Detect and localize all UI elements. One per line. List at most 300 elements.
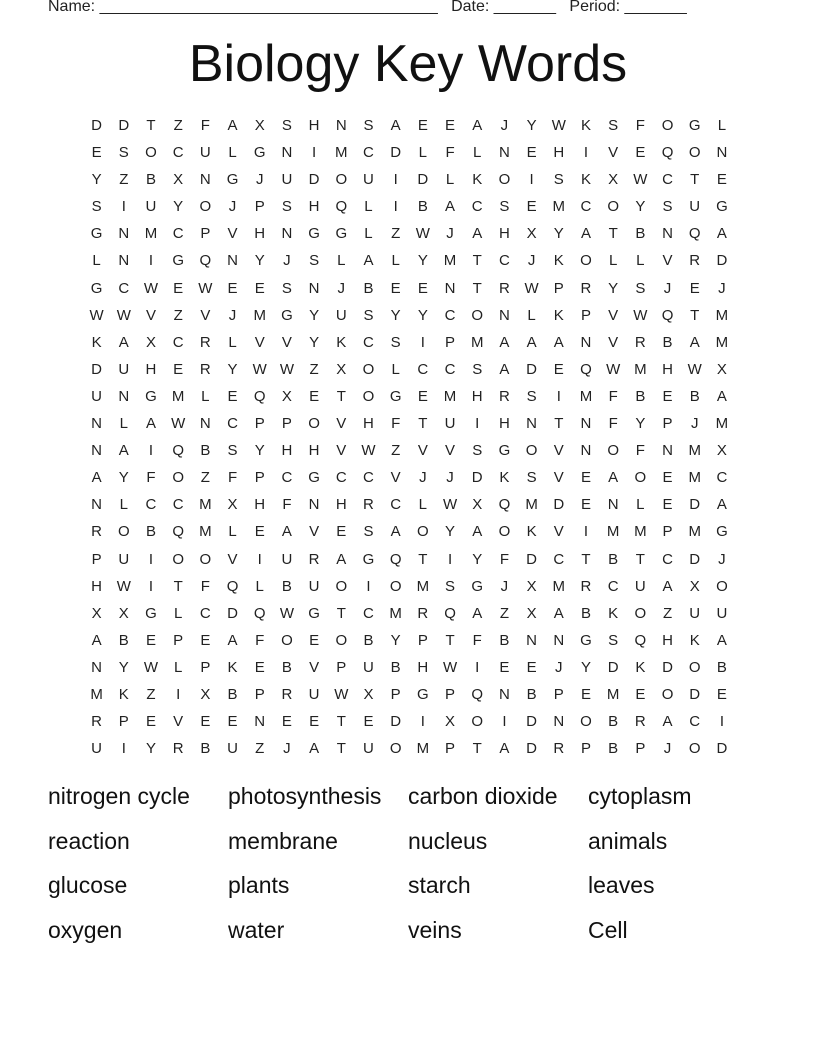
grid-letter[interactable]: Q	[172, 523, 184, 541]
grid-letter[interactable]: M	[634, 523, 647, 541]
grid-letter[interactable]: G	[471, 577, 484, 595]
grid-letter[interactable]: J	[527, 252, 536, 270]
grid-letter[interactable]: M	[688, 523, 701, 541]
grid-letter[interactable]: C	[689, 713, 701, 731]
grid-letter[interactable]: M	[416, 740, 430, 758]
grid-letter[interactable]: R	[553, 740, 565, 758]
grid-letter[interactable]: P	[390, 685, 401, 703]
grid-letter[interactable]: F	[282, 496, 292, 514]
grid-letter[interactable]: U	[689, 198, 701, 216]
grid-letter[interactable]: M	[199, 523, 212, 541]
grid-letter[interactable]: Y	[390, 631, 401, 649]
grid-letter[interactable]: J	[663, 279, 672, 297]
grid-letter[interactable]: X	[526, 604, 537, 622]
grid-letter[interactable]: S	[281, 198, 292, 216]
grid-letter[interactable]: P	[254, 685, 265, 703]
grid-letter[interactable]: A	[472, 604, 483, 622]
grid-letter[interactable]: R	[417, 604, 429, 622]
grid-letter[interactable]: K	[472, 171, 483, 189]
grid-letter[interactable]: A	[662, 713, 673, 731]
grid-letter[interactable]: D	[662, 658, 673, 676]
grid-letter[interactable]: L	[201, 387, 210, 405]
grid-letter[interactable]: O	[580, 252, 592, 270]
grid-letter[interactable]: A	[445, 198, 456, 216]
grid-letter[interactable]: O	[634, 604, 647, 622]
grid-letter[interactable]: W	[89, 306, 104, 324]
grid-letter[interactable]: V	[445, 442, 456, 460]
grid-letter[interactable]: B	[499, 631, 510, 649]
grid-letter[interactable]: W	[551, 117, 566, 134]
grid-letter[interactable]: K	[689, 631, 700, 649]
grid-letter[interactable]: I	[148, 442, 154, 460]
grid-letter[interactable]: P	[336, 658, 347, 676]
grid-letter[interactable]: C	[172, 225, 184, 243]
grid-letter[interactable]: I	[475, 415, 480, 433]
grid-letter[interactable]: U	[91, 740, 103, 758]
grid-letter[interactable]: E	[145, 713, 156, 731]
grid-letter[interactable]: I	[583, 523, 589, 541]
grid-letter[interactable]: R	[199, 333, 211, 351]
grid-letter[interactable]: E	[716, 685, 727, 703]
grid-letter[interactable]: B	[200, 442, 211, 460]
grid-letter[interactable]: S	[526, 469, 537, 487]
grid-letter[interactable]: D	[716, 252, 728, 270]
grid-letter[interactable]: T	[690, 171, 700, 189]
grid-letter[interactable]: O	[172, 469, 184, 487]
grid-letter[interactable]: E	[309, 713, 320, 731]
grid-letter[interactable]: B	[145, 171, 156, 189]
grid-letter[interactable]: X	[526, 225, 537, 243]
grid-letter[interactable]: I	[719, 713, 724, 731]
grid-letter[interactable]: A	[118, 442, 129, 460]
grid-letter[interactable]: E	[309, 631, 320, 649]
grid-letter[interactable]: L	[608, 252, 618, 270]
grid-letter[interactable]: V	[173, 713, 184, 731]
grid-letter[interactable]: L	[228, 523, 237, 541]
grid-letter[interactable]: F	[608, 387, 618, 405]
grid-letter[interactable]: F	[635, 442, 645, 460]
grid-letter[interactable]: M	[634, 360, 647, 378]
grid-letter[interactable]: G	[90, 279, 103, 297]
grid-letter[interactable]: P	[118, 713, 129, 731]
grid-letter[interactable]: M	[90, 685, 103, 703]
grid-letter[interactable]: W	[252, 360, 267, 378]
grid-letter[interactable]: P	[662, 415, 673, 433]
grid-letter[interactable]: B	[281, 658, 292, 676]
grid-letter[interactable]: E	[254, 658, 265, 676]
grid-letter[interactable]: S	[472, 360, 483, 378]
grid-letter[interactable]: X	[118, 604, 129, 622]
grid-letter[interactable]: M	[389, 604, 402, 622]
grid-letter[interactable]: V	[254, 333, 265, 351]
grid-letter[interactable]: L	[255, 577, 264, 595]
grid-letter[interactable]: S	[363, 523, 374, 541]
grid-letter[interactable]: C	[471, 198, 483, 216]
grid-letter[interactable]: K	[635, 658, 646, 676]
grid-letter[interactable]: N	[199, 415, 211, 433]
grid-letter[interactable]: M	[416, 577, 430, 595]
grid-letter[interactable]: E	[91, 144, 102, 162]
grid-letter[interactable]: L	[636, 252, 645, 270]
grid-letter[interactable]: D	[526, 713, 538, 731]
grid-letter[interactable]: L	[364, 225, 373, 243]
grid-letter[interactable]: O	[335, 577, 348, 595]
grid-letter[interactable]: O	[471, 306, 484, 324]
grid-letter[interactable]: N	[553, 713, 565, 731]
grid-letter[interactable]: G	[90, 225, 103, 243]
grid-letter[interactable]: N	[118, 225, 130, 243]
grid-letter[interactable]: M	[470, 333, 484, 351]
grid-letter[interactable]: Y	[173, 198, 184, 216]
grid-letter[interactable]: A	[336, 550, 347, 568]
grid-letter[interactable]: M	[443, 387, 457, 405]
grid-letter[interactable]: H	[254, 496, 266, 514]
grid-letter[interactable]: X	[716, 360, 727, 378]
grid-letter[interactable]: I	[148, 577, 154, 595]
grid-letter[interactable]: B	[635, 387, 646, 405]
grid-letter[interactable]: S	[499, 198, 510, 216]
grid-letter[interactable]: Y	[390, 306, 401, 324]
grid-letter[interactable]: M	[552, 577, 566, 595]
grid-letter[interactable]: W	[524, 279, 539, 297]
grid-letter[interactable]: W	[116, 577, 131, 595]
grid-letter[interactable]: W	[442, 658, 458, 676]
grid-letter[interactable]: N	[91, 415, 103, 433]
grid-letter[interactable]: G	[226, 171, 239, 189]
grid-letter[interactable]: B	[145, 523, 156, 541]
grid-letter[interactable]: H	[417, 658, 429, 676]
grid-letter[interactable]: X	[445, 713, 456, 731]
grid-letter[interactable]: L	[717, 117, 727, 134]
grid-letter[interactable]: K	[553, 252, 564, 270]
grid-letter[interactable]: Z	[119, 171, 129, 189]
grid-letter[interactable]: H	[662, 360, 673, 378]
grid-letter[interactable]: S	[281, 279, 292, 297]
grid-letter[interactable]: T	[336, 713, 346, 731]
grid-letter[interactable]: H	[145, 360, 157, 378]
grid-letter[interactable]: R	[634, 713, 646, 731]
grid-letter[interactable]: P	[445, 740, 456, 758]
grid-letter[interactable]: O	[688, 144, 701, 162]
grid-letter[interactable]: E	[662, 387, 673, 405]
grid-letter[interactable]: L	[418, 144, 428, 162]
grid-letter[interactable]: O	[688, 740, 701, 758]
grid-letter[interactable]: E	[689, 279, 700, 297]
grid-letter[interactable]: W	[279, 604, 294, 622]
grid-letter[interactable]: Y	[526, 117, 537, 134]
grid-letter[interactable]: P	[254, 415, 265, 433]
grid-letter[interactable]: M	[253, 306, 266, 324]
grid-letter[interactable]: X	[145, 333, 156, 351]
grid-letter[interactable]: I	[148, 252, 154, 270]
grid-letter[interactable]: Q	[253, 604, 266, 622]
grid-letter[interactable]: R	[199, 360, 211, 378]
grid-letter[interactable]: D	[118, 117, 130, 134]
grid-letter[interactable]: Y	[309, 306, 320, 324]
grid-letter[interactable]: S	[472, 442, 483, 460]
grid-letter[interactable]: I	[312, 144, 317, 162]
grid-letter[interactable]: A	[608, 469, 619, 487]
grid-letter[interactable]: T	[418, 415, 428, 433]
grid-letter[interactable]: N	[580, 415, 592, 433]
grid-letter[interactable]: H	[308, 198, 320, 216]
grid-letter[interactable]: O	[389, 740, 402, 758]
grid-letter[interactable]: E	[390, 279, 401, 297]
grid-letter[interactable]: K	[553, 306, 564, 324]
grid-letter[interactable]: Y	[608, 279, 619, 297]
grid-letter[interactable]: H	[498, 225, 510, 243]
grid-letter[interactable]: V	[390, 469, 401, 487]
grid-letter[interactable]: A	[499, 740, 510, 758]
grid-letter[interactable]: N	[580, 442, 592, 460]
grid-letter[interactable]: E	[635, 685, 646, 703]
grid-letter[interactable]: Y	[635, 415, 646, 433]
grid-letter[interactable]: C	[580, 198, 592, 216]
grid-letter[interactable]: T	[418, 550, 428, 568]
grid-letter[interactable]: N	[498, 144, 510, 162]
grid-letter[interactable]: J	[500, 577, 509, 595]
grid-letter[interactable]: Z	[391, 442, 401, 460]
grid-letter[interactable]: V	[227, 550, 238, 568]
grid-letter[interactable]: J	[446, 469, 454, 487]
grid-letter[interactable]: M	[579, 387, 593, 405]
grid-letter[interactable]: F	[146, 469, 156, 487]
grid-letter[interactable]: C	[172, 144, 184, 162]
grid-letter[interactable]: U	[91, 387, 103, 405]
grid-letter[interactable]: E	[417, 117, 428, 134]
grid-letter[interactable]: M	[715, 333, 729, 351]
grid-letter[interactable]: G	[335, 225, 348, 243]
grid-letter[interactable]: U	[199, 144, 211, 162]
grid-letter[interactable]: A	[716, 496, 727, 514]
grid-letter[interactable]: Z	[173, 306, 183, 324]
grid-letter[interactable]: B	[635, 225, 646, 243]
grid-letter[interactable]: O	[607, 442, 619, 460]
grid-letter[interactable]: G	[580, 631, 592, 649]
grid-letter[interactable]: Z	[309, 360, 319, 378]
grid-letter[interactable]: C	[607, 577, 619, 595]
grid-letter[interactable]: D	[553, 496, 565, 514]
grid-letter[interactable]: O	[525, 442, 538, 460]
grid-letter[interactable]: T	[146, 117, 156, 134]
grid-letter[interactable]: M	[443, 252, 457, 270]
grid-letter[interactable]: H	[281, 442, 293, 460]
grid-letter[interactable]: I	[420, 713, 425, 731]
grid-letter[interactable]: P	[281, 415, 292, 433]
grid-letter[interactable]: A	[553, 604, 564, 622]
grid-letter[interactable]: S	[91, 198, 102, 216]
grid-letter[interactable]: E	[580, 469, 591, 487]
grid-letter[interactable]: C	[498, 252, 510, 270]
grid-letter[interactable]: E	[173, 360, 184, 378]
grid-letter[interactable]: O	[281, 631, 293, 649]
grid-letter[interactable]: H	[662, 631, 673, 649]
grid-letter[interactable]: W	[171, 415, 186, 433]
grid-letter[interactable]: R	[308, 550, 320, 568]
grid-letter[interactable]: S	[390, 333, 401, 351]
grid-letter[interactable]: O	[335, 171, 348, 189]
grid-letter[interactable]: M	[552, 198, 566, 216]
grid-letter[interactable]: Y	[145, 740, 156, 758]
grid-letter[interactable]: I	[148, 550, 154, 568]
grid-letter[interactable]: Z	[255, 740, 265, 758]
grid-letter[interactable]: N	[91, 496, 103, 514]
grid-letter[interactable]: N	[281, 225, 293, 243]
grid-letter[interactable]: P	[445, 333, 456, 351]
grid-letter[interactable]: D	[526, 550, 538, 568]
grid-letter[interactable]: E	[254, 523, 265, 541]
grid-letter[interactable]: O	[362, 387, 375, 405]
grid-letter[interactable]: T	[445, 631, 455, 649]
grid-letter[interactable]: U	[335, 306, 347, 324]
grid-letter[interactable]: E	[499, 658, 510, 676]
grid-letter[interactable]: L	[636, 496, 645, 514]
grid-letter[interactable]: L	[527, 306, 536, 324]
grid-letter[interactable]: R	[634, 333, 646, 351]
grid-letter[interactable]: O	[389, 577, 402, 595]
grid-letter[interactable]: A	[91, 469, 102, 487]
grid-letter[interactable]: Q	[661, 144, 674, 162]
grid-letter[interactable]: J	[419, 469, 427, 487]
grid-letter[interactable]: Q	[688, 225, 701, 243]
grid-letter[interactable]: N	[199, 171, 211, 189]
grid-letter[interactable]: C	[390, 496, 402, 514]
grid-letter[interactable]: K	[608, 604, 619, 622]
grid-letter[interactable]: H	[91, 577, 103, 595]
grid-letter[interactable]: D	[91, 117, 103, 134]
grid-letter[interactable]: U	[281, 550, 293, 568]
grid-letter[interactable]: O	[580, 713, 592, 731]
grid-letter[interactable]: U	[308, 577, 320, 595]
grid-letter[interactable]: K	[499, 469, 510, 487]
grid-letter[interactable]: T	[173, 577, 183, 595]
grid-letter[interactable]: E	[526, 198, 537, 216]
grid-letter[interactable]: C	[363, 604, 374, 622]
grid-letter[interactable]: T	[472, 740, 482, 758]
grid-letter[interactable]: E	[417, 279, 428, 297]
grid-letter[interactable]: G	[716, 523, 728, 541]
grid-letter[interactable]: X	[526, 577, 537, 595]
grid-letter[interactable]: K	[118, 685, 129, 703]
grid-letter[interactable]: M	[199, 496, 212, 514]
grid-letter[interactable]: N	[716, 144, 728, 162]
grid-letter[interactable]: F	[445, 144, 455, 162]
grid-letter[interactable]: E	[445, 117, 456, 134]
grid-letter[interactable]: F	[200, 117, 210, 134]
grid-letter[interactable]: U	[363, 171, 374, 189]
grid-letter[interactable]: D	[607, 658, 619, 676]
grid-letter[interactable]: N	[580, 333, 592, 351]
grid-letter[interactable]: C	[716, 469, 728, 487]
grid-letter[interactable]: Y	[309, 333, 320, 351]
grid-letter[interactable]: N	[227, 252, 238, 270]
grid-letter[interactable]: M	[335, 144, 348, 162]
grid-letter[interactable]: R	[363, 496, 374, 514]
grid-letter[interactable]: O	[607, 198, 619, 216]
grid-letter[interactable]: N	[335, 117, 347, 134]
grid-letter[interactable]: E	[281, 713, 292, 731]
grid-letter[interactable]: C	[444, 306, 456, 324]
grid-letter[interactable]: I	[121, 740, 126, 758]
grid-letter[interactable]: Q	[253, 387, 266, 405]
grid-letter[interactable]: F	[227, 469, 238, 487]
grid-letter[interactable]: A	[580, 225, 591, 243]
grid-letter[interactable]: Y	[227, 360, 238, 378]
grid-letter[interactable]: T	[336, 387, 346, 405]
grid-letter[interactable]: I	[447, 550, 453, 568]
grid-letter[interactable]: O	[199, 550, 212, 568]
grid-letter[interactable]: P	[553, 279, 564, 297]
grid-letter[interactable]: L	[119, 496, 128, 514]
grid-letter[interactable]: C	[363, 144, 374, 162]
grid-letter[interactable]: A	[91, 631, 102, 649]
grid-letter[interactable]: Q	[335, 198, 348, 216]
grid-letter[interactable]: K	[227, 658, 238, 676]
grid-letter[interactable]: H	[553, 144, 565, 162]
grid-letter[interactable]: O	[634, 469, 647, 487]
grid-letter[interactable]: E	[526, 658, 537, 676]
grid-letter[interactable]: C	[145, 496, 157, 514]
grid-letter[interactable]: E	[526, 144, 537, 162]
grid-letter[interactable]: A	[472, 523, 483, 541]
grid-letter[interactable]: P	[254, 198, 265, 216]
grid-letter[interactable]: R	[498, 279, 510, 297]
grid-letter[interactable]: I	[583, 144, 589, 162]
grid-letter[interactable]: S	[309, 252, 320, 270]
grid-letter[interactable]: W	[633, 171, 648, 189]
grid-letter[interactable]: I	[176, 685, 181, 703]
grid-letter[interactable]: V	[608, 333, 619, 351]
grid-letter[interactable]: V	[553, 523, 564, 541]
grid-letter[interactable]: A	[472, 225, 483, 243]
grid-letter[interactable]: R	[498, 387, 510, 405]
grid-letter[interactable]: L	[228, 144, 237, 162]
grid-letter[interactable]: U	[363, 658, 374, 676]
grid-letter[interactable]: Y	[417, 306, 428, 324]
grid-letter[interactable]: E	[309, 387, 320, 405]
grid-letter[interactable]: C	[553, 550, 565, 568]
grid-letter[interactable]: F	[255, 631, 265, 649]
grid-letter[interactable]: R	[580, 577, 592, 595]
grid-letter[interactable]: A	[118, 333, 129, 351]
grid-letter[interactable]: O	[498, 523, 511, 541]
grid-letter[interactable]: C	[281, 469, 293, 487]
grid-letter[interactable]: U	[227, 740, 238, 758]
grid-letter[interactable]: N	[498, 685, 510, 703]
grid-letter[interactable]: Q	[471, 685, 484, 703]
grid-letter[interactable]: I	[556, 387, 561, 405]
grid-letter[interactable]: A	[390, 523, 401, 541]
grid-letter[interactable]: P	[254, 469, 265, 487]
grid-letter[interactable]: O	[661, 685, 674, 703]
grid-letter[interactable]: N	[281, 144, 293, 162]
grid-letter[interactable]: C	[118, 279, 130, 297]
grid-letter[interactable]: Z	[200, 469, 210, 487]
grid-letter[interactable]: U	[716, 604, 728, 622]
grid-letter[interactable]: W	[415, 225, 430, 243]
grid-letter[interactable]: Q	[580, 360, 592, 378]
grid-letter[interactable]: I	[420, 333, 425, 351]
grid-letter[interactable]: G	[716, 198, 728, 216]
grid-letter[interactable]: J	[690, 415, 699, 433]
grid-letter[interactable]: A	[553, 333, 564, 351]
grid-letter[interactable]: L	[473, 144, 482, 162]
grid-letter[interactable]: R	[281, 685, 293, 703]
grid-letter[interactable]: I	[393, 198, 398, 216]
grid-letter[interactable]: W	[633, 306, 648, 324]
grid-letter[interactable]: X	[336, 360, 347, 378]
grid-letter[interactable]: A	[716, 225, 727, 243]
